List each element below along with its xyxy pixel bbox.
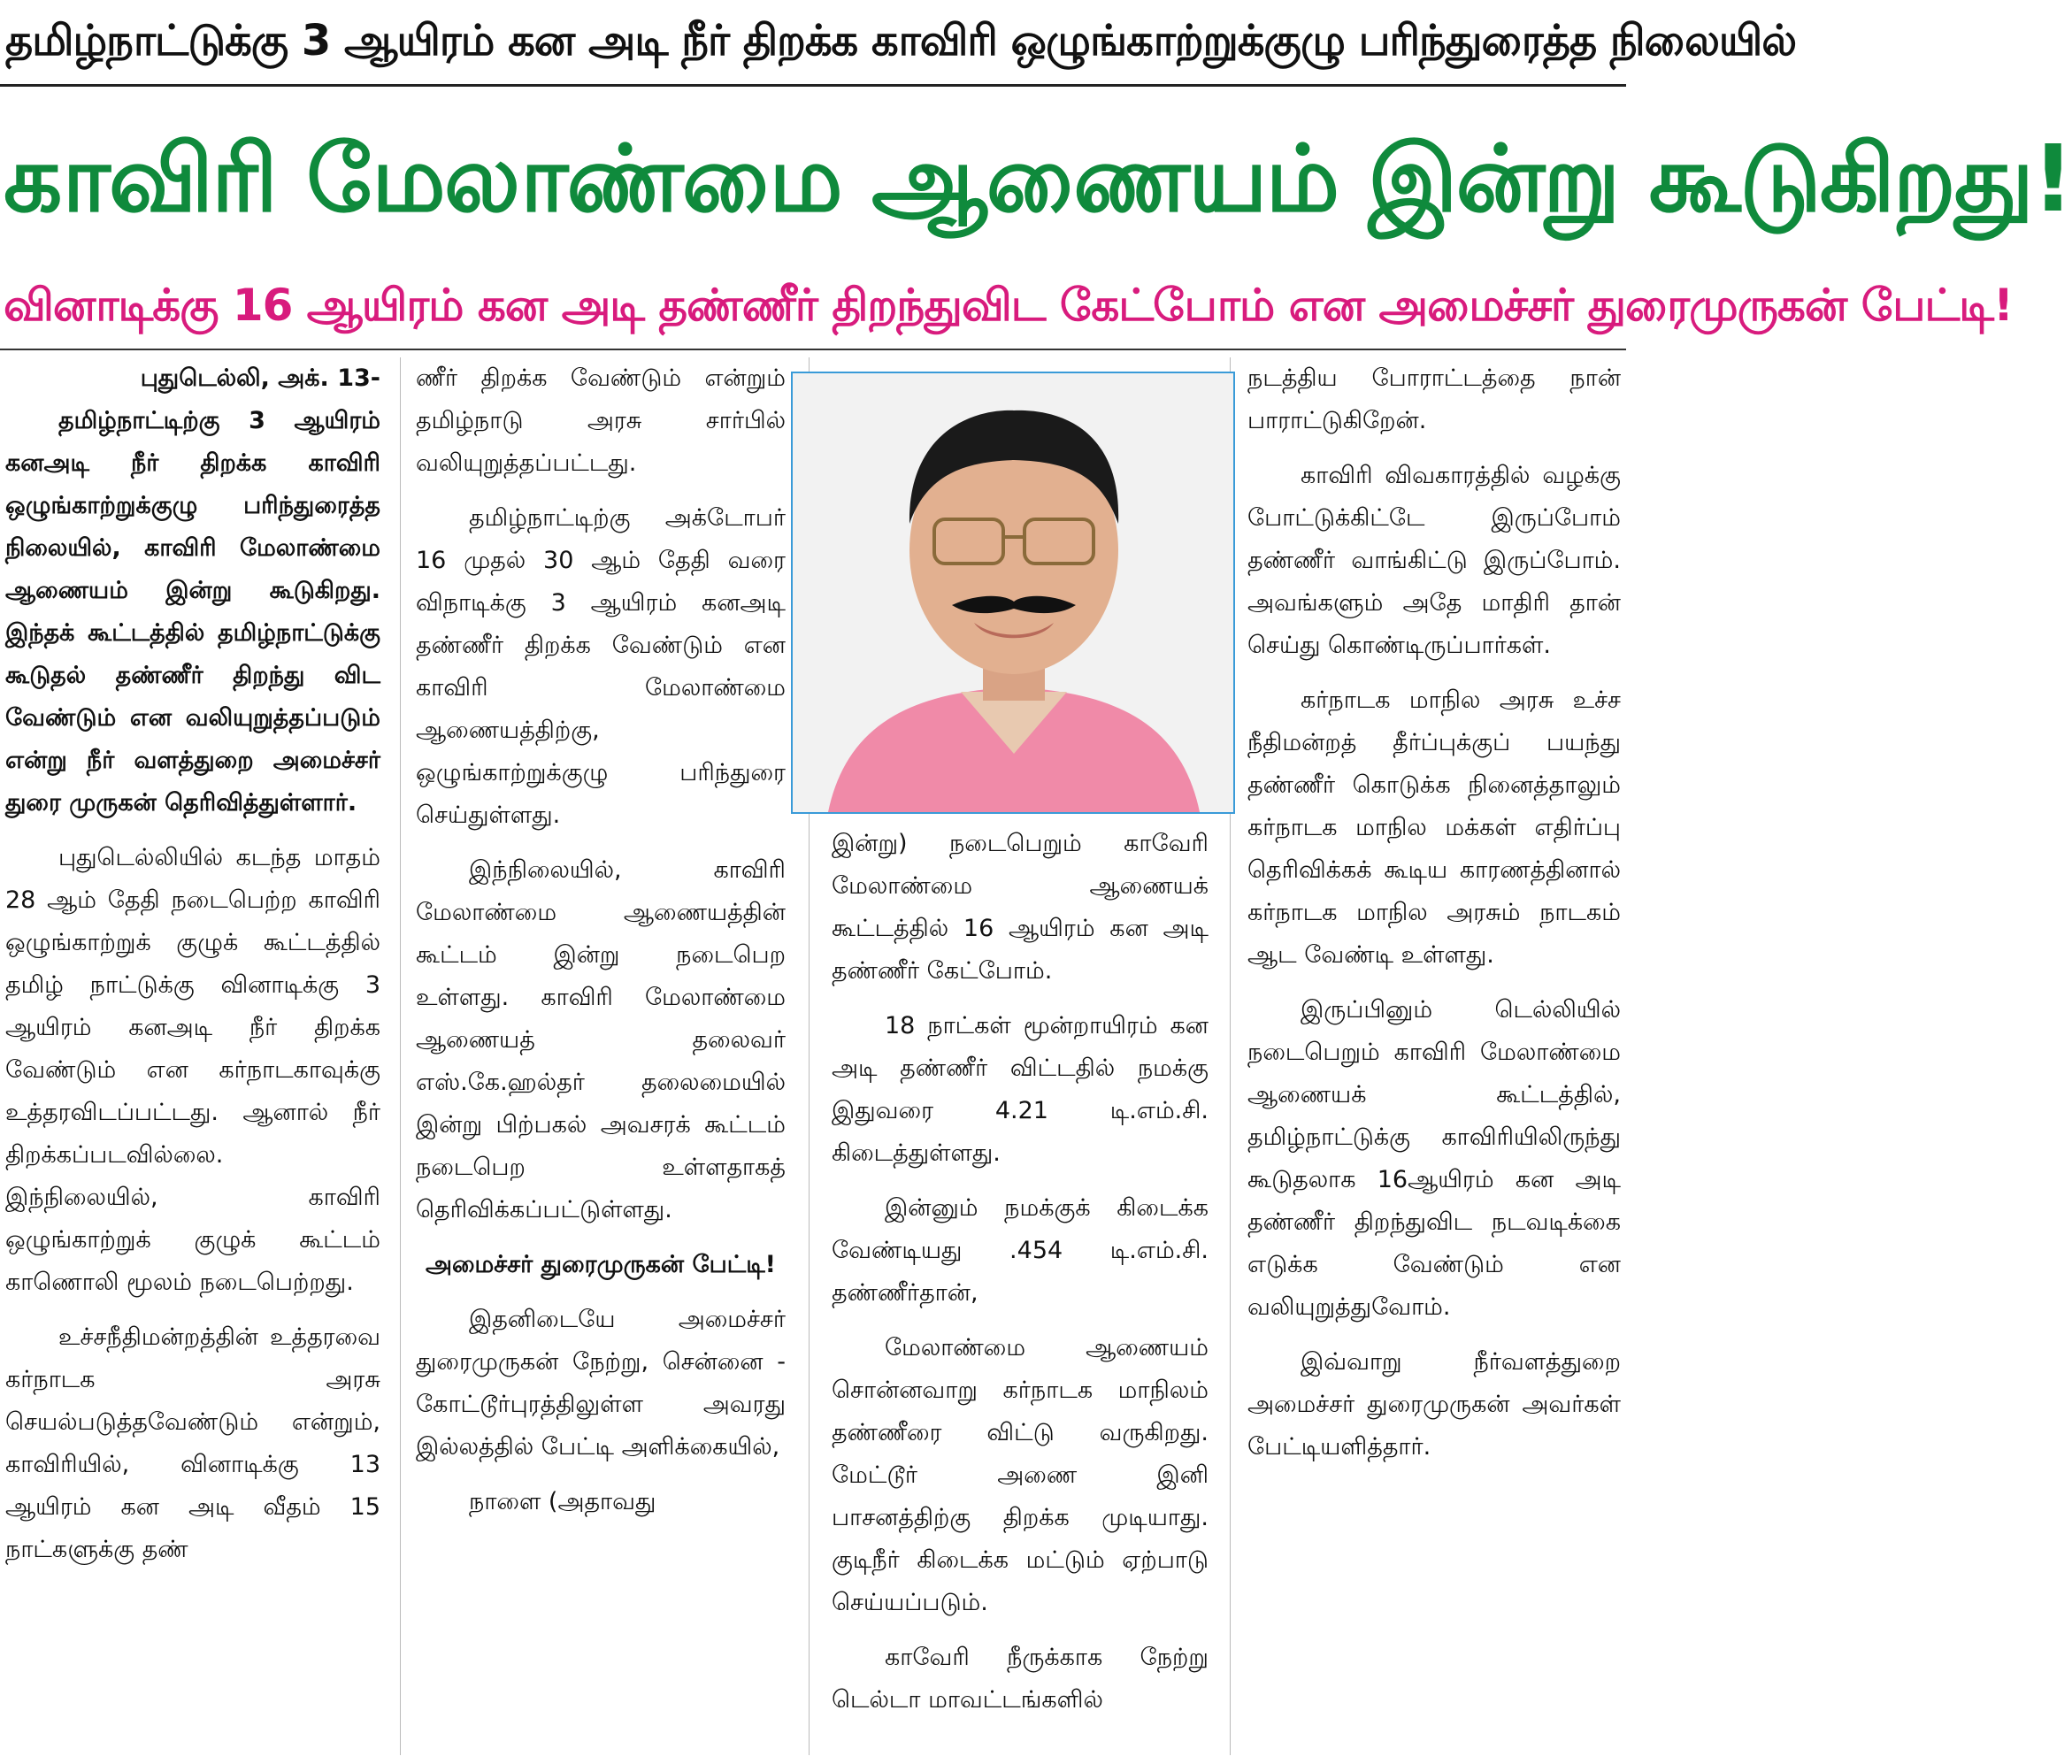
dateline: புதுடெல்லி, அக். 13-	[140, 364, 380, 392]
paragraph: காவேரி நீருக்காக நேற்று டெல்டா மாவட்டங்களில்	[832, 1644, 1209, 1714]
header-rule	[0, 349, 1626, 350]
paragraph: காவிரி விவகாரத்தில் வழக்கு போட்டுக்கிட்டே இருப்போம் தண்ணீர் வாங்கிட்டு இருப்போம். அவங்களும் அதே மாதிரி தான் செய்து கொண்டிருப்பார்கள்.	[1247, 462, 1621, 659]
paragraph: இதனிடையே அமைச்சர் துரைமுருகன் நேற்று, சென்னை - கோட்டூர்புரத்திலுள்ள அவரது இல்லத்தில் பேட்டி அளிக்கையில்,	[416, 1306, 786, 1461]
main-headline: காவிரி மேலாண்மை ஆணையம் இன்று கூடுகிறது!	[4, 125, 2072, 233]
paragraph: மேலாண்மை ஆணையம் சொன்னவாறு கர்நாடக மாநிலம் தண்ணீரை விட்டு வருகிறது. மேட்டூர் அணை இனி பாசனத்திற்கு திறக்க முடியாது. குடிநீர் கிடைக்க மட்டும் ஏற்பாடு செய்யப்படும்.	[832, 1334, 1209, 1616]
top-rule	[0, 84, 1626, 87]
paragraph: கர்நாடக மாநில அரசு உச்ச நீதிமன்றத் தீர்ப்புக்குப் பயந்து தண்ணீர் கொடுக்க நினைத்தாலும் கர்நாடக மாநில மக்கள் எதிர்ப்பு தெரிவிக்கக் கூடிய காரணத்தினால் கர்நாடக மாநில அரசும் நாடகம் ஆட வேண்டி உள்ளது.	[1247, 686, 1621, 969]
article-column-2	[416, 357, 786, 1760]
article-column-4	[1247, 357, 1621, 1760]
article-column-1	[5, 357, 380, 1760]
paragraph: தமிழ்நாட்டிற்கு அக்டோபர் 16 முதல் 30 ஆம் தேதி வரை விநாடிக்கு 3 ஆயிரம் கனஅடி தண்ணீர் திறக்க வேண்டும் என காவிரி மேலாண்மை ஆணையத்திற்கு, ஒழுங்காற்றுக்குழு பரிந்துரை செய்துள்ளது.	[416, 504, 786, 829]
section-subtitle: அமைச்சர் துரைமுருகன் பேட்டி!	[425, 1251, 776, 1278]
paragraph: புதுடெல்லியில் கடந்த மாதம் 28 ஆம் தேதி நடைபெற்ற காவிரி ஒழுங்காற்றுக் குழுக் கூட்டத்தில் தமிழ் நாட்டுக்கு வினாடிக்கு 3 ஆயிரம் கனஅடி நீர் திறக்க வேண்டும் என கர்நாடகாவுக்கு உத்தரவிடப்பட்டது. ஆனால் நீர் திறக்கப்படவில்லை. இந்நிலையில், காவிரி ஒழுங்காற்றுக் குழுக் கூட்டம் காணொலி மூலம் நடைபெற்றது.	[5, 844, 380, 1296]
paragraph: உச்சநீதிமன்றத்தின் உத்தரவை கர்நாடக அரசு செயல்படுத்தவேண்டும் என்றும், காவிரியில், வினாடிக்கு 13 ஆயிரம் கன அடி வீதம் 15 நாட்களுக்கு தண்	[5, 1323, 380, 1563]
paragraph: இந்நிலையில், காவிரி மேலாண்மை ஆணையத்தின் கூட்டம் இன்று நடைபெற உள்ளது. காவிரி மேலாண்மை ஆணையத் தலைவர் எஸ்.கே.ஹல்தர் தலைமையில் இன்று பிற்பகல் அவசரக் கூட்டம் நடைபெற உள்ளதாகத் தெரிவிக்கப்பட்டுள்ளது.	[416, 856, 786, 1223]
paragraph: இன்று) நடைபெறும் காவேரி மேலாண்மை ஆணையக் கூட்டத்தில் 16 ஆயிரம் கன அடி தண்ணீர் கேட்போம்.	[832, 830, 1209, 985]
portrait-image	[793, 373, 1233, 812]
paragraph: நடத்திய போராட்டத்தை நான் பாராட்டுகிறேன்.	[1247, 364, 1621, 434]
paragraph: இருப்பினும் டெல்லியில் நடைபெறும் காவிரி மேலாண்மை ஆணையக் கூட்டத்தில், தமிழ்நாட்டுக்கு காவிரியிலிருந்து கூடுதலாக 16ஆயிரம் கன அடி தண்ணீர் திறந்துவிட நடவடிக்கை எடுக்க வேண்டும் என வலியுறுத்துவோம்.	[1247, 996, 1621, 1321]
paragraph: நாளை (அதாவது	[469, 1488, 656, 1515]
paragraph: இவ்வாறு நீர்வளத்துறை அமைச்சர் துரைமுருகன் அவர்கள் பேட்டியளித்தார்.	[1247, 1348, 1621, 1461]
minister-photo	[791, 372, 1235, 814]
paragraph: 18 நாட்கள் மூன்றாயிரம் கன அடி தண்ணீர் விட்டதில் நமக்கு இதுவரை 4.21 டி.எம்.சி. கிடைத்துள்ளது.	[832, 1012, 1209, 1167]
column-divider	[400, 357, 401, 1755]
paragraph: ணீர் திறக்க வேண்டும் என்றும் தமிழ்நாடு அரசு சார்பில் வலியுறுத்தப்பட்டது.	[416, 364, 786, 477]
article-column-3	[832, 823, 1209, 1760]
kicker-headline: தமிழ்நாட்டுக்கு 3 ஆயிரம் கன அடி நீர் திறக்க காவிரி ஒழுங்காற்றுக்குழு பரிந்துரைத்த நிலையில்	[5, 16, 1797, 65]
paragraph: இன்னும் நமக்குக் கிடைக்க வேண்டியது .454 டி.எம்.சி. தண்ணீர்தான்,	[832, 1194, 1209, 1307]
lead-paragraph: தமிழ்நாட்டிற்கு 3 ஆயிரம் கனஅடி நீர் திறக்க காவிரி ஒழுங்காற்றுக்குழு பரிந்துரைத்த நிலையில், காவிரி மேலாண்மை ஆணையம் இன்று கூடுகிறது. இந்தக் கூட்டத்தில் தமிழ்நாட்டுக்கு கூடுதல் தண்ணீர் திறந்து விட வேண்டும் என வலியுறுத்தப்படும் என்று நீர் வளத்துறை அமைச்சர் துரை முருகன் தெரிவித்துள்ளார்.	[5, 407, 380, 817]
sub-headline: வினாடிக்கு 16 ஆயிரம் கன அடி தண்ணீர் திறந்துவிட கேட்போம் என அமைச்சர் துரைமுருகன் பேட்டி!	[4, 280, 2013, 331]
